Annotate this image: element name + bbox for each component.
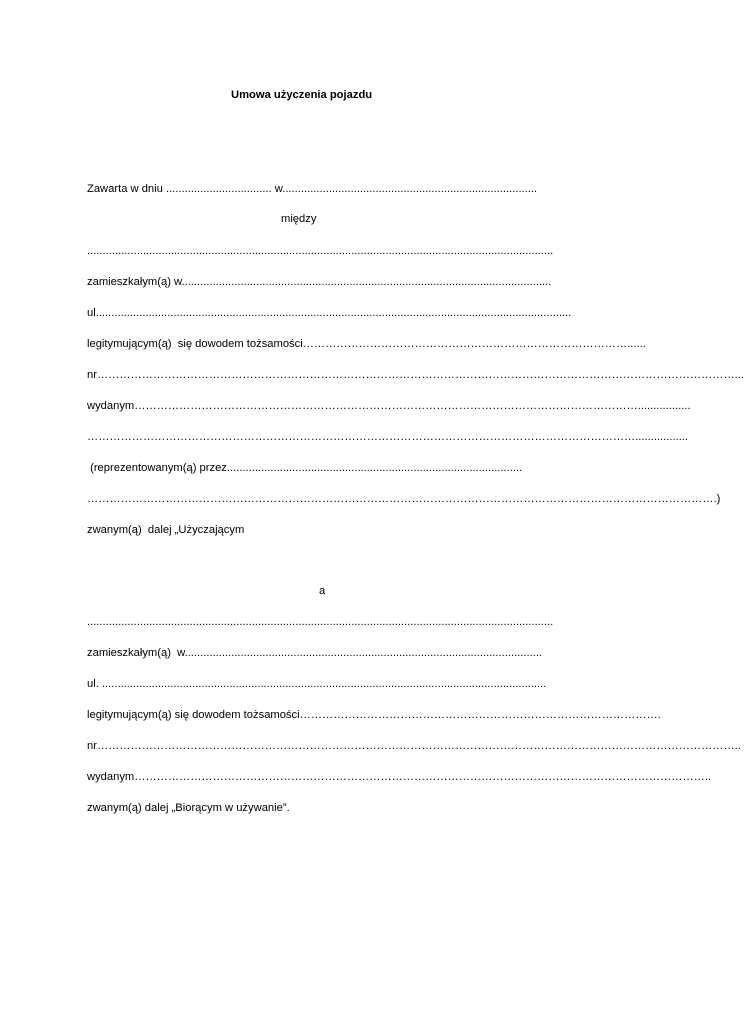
party2-number-line: nr………………………………………………………………………………………………………………………………………………………..: [87, 740, 741, 752]
party1-extra-line: ………………………………………………………………………………………………………………………………….................: [87, 431, 689, 443]
party1-called-line: zwanym(ą) dalej „Użyczającym: [87, 524, 245, 536]
party2-called-line: zwanym(ą) dalej „Biorącym w używanie”.: [87, 802, 290, 814]
party1-residence-line: zamieszkałym(ą) w.......................................................................................................................: [87, 276, 552, 288]
party1-name-line: ......................................................................................................................................................: [87, 245, 554, 257]
party1-id-document-line: legitymującym(ą) się dowodem tożsamości……………………………………………………………………………......: [87, 338, 646, 350]
party1-represented-continuation: …………………………………………………………………………………………………………………………………………………….): [87, 493, 721, 505]
party2-street-line: ul. ...............................................................................................................................................: [87, 678, 547, 690]
document-title: Umowa użyczenia pojazdu: [231, 89, 373, 101]
party1-number-line: nr………………………………………………………………………………………………………………………………………………………...: [87, 369, 744, 381]
party2-residence-line: zamieszkałym(ą) w...................................................................................................................: [87, 647, 543, 659]
party1-represented-line: (reprezentowanym(ą) przez...............................................................................................: [87, 462, 523, 474]
date-place-line: Zawarta w dniu .................................. w..................................................................................: [87, 183, 538, 195]
party1-street-line: ul.........................................................................................................................................................: [87, 307, 572, 319]
party2-issued-line: wydanym………………………………………………………………………………………………………………………………………..: [87, 771, 712, 783]
party1-issued-line: wydanym……………………………………………………………………………………………………………………….................: [87, 400, 691, 412]
party2-id-document-line: legitymującym(ą) się dowodem tożsamości…………………………………………………………………………………….: [87, 709, 661, 721]
between-label: między: [281, 213, 317, 225]
and-label: a: [319, 585, 326, 597]
party2-name-line: ......................................................................................................................................................: [87, 616, 554, 628]
